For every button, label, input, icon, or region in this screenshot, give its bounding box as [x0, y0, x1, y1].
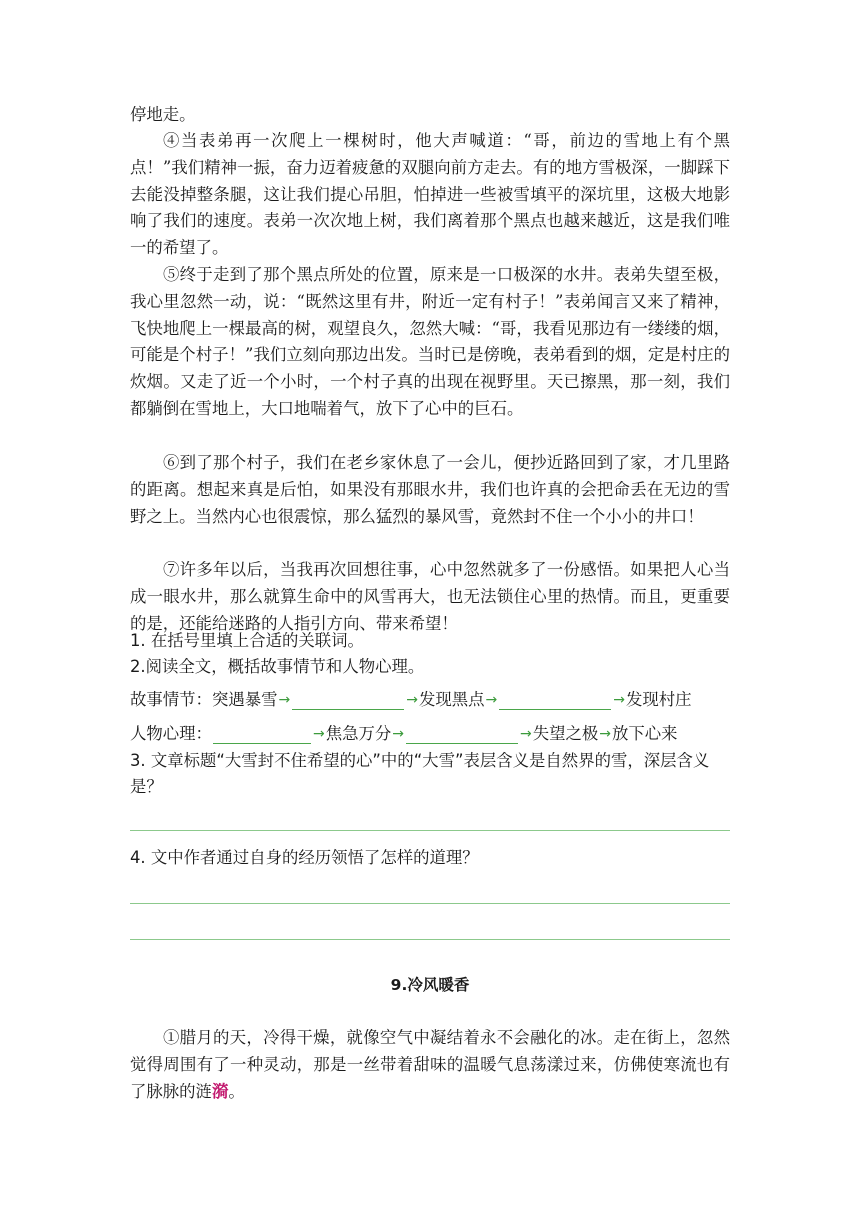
plot-label: 故事情节： [130, 690, 212, 709]
plot-blank-2[interactable] [499, 691, 611, 710]
paragraph-6: ⑥到了那个村子，我们在老乡家休息了一会儿，便抄近路回到了家，才几里路的距离。想起来真是后怕，如果没有那眼水井，我们也许真的会把命丢在无边的雪野之上。当然内心也很震惊，那么猛烈的暴风雪，竟然封不住一个小小的井口！ [130, 453, 730, 526]
paragraph-7: ⑦许多年以后，当我再次回想往事，心中忽然就多了一份感悟。如果把人心当成一眼水井，那么就算生命中的风雪再大，也无法锁住心里的热情。而且，更重要的是，还能给迷路的人指引方向、带来希望！ [130, 560, 730, 633]
plot-flow [130, 687, 750, 713]
arrow-icon: → [519, 726, 532, 742]
arrow-icon: → [278, 692, 291, 708]
plot-step-3: 发现村庄 [626, 690, 692, 709]
answer-line[interactable] [130, 830, 730, 831]
mood-step-3: 放下心来 [612, 724, 678, 743]
paragraph-end: 。 [228, 1081, 245, 1101]
paragraph-text: ①腊月的天，冷得干燥，就像空气中凝结着永不会融化的冰。走在街上，忽然觉得周围有了一种灵动，那是一丝带着甜味的温暖气息荡漾过来，仿佛使寒流也有了脉脉的涟 [130, 1028, 730, 1101]
paragraph-continued: 停地走。 [130, 105, 196, 124]
mood-flow [130, 721, 750, 747]
mood-step-2: 失望之极 [532, 724, 599, 743]
arrow-icon: → [312, 726, 325, 742]
paragraph-next-1 [130, 1025, 730, 1105]
mood-label: 人物心理： [130, 724, 212, 743]
arrow-icon: → [392, 726, 404, 742]
answer-line[interactable] [130, 939, 730, 940]
mood-step-1: 焦急万分 [325, 724, 392, 743]
question-3: 3. 文章标题“大雪封不住希望的心”中的“大雪”表层含义是自然界的雪，深层含义是？ [130, 751, 710, 796]
answer-line[interactable] [130, 903, 730, 904]
plot-blank-1[interactable] [292, 691, 404, 710]
arrow-icon: → [613, 692, 626, 708]
plot-step-2: 发现黑点 [418, 690, 485, 709]
arrow-icon: → [599, 726, 612, 742]
plot-step-1: 突遇暴雪 [211, 690, 278, 709]
highlighted-character: 漪 [211, 1081, 229, 1101]
paragraph-5: ⑤终于走到了那个黑点所处的位置，原来是一口极深的水井。表弟失望至极，我心里忽然一动，说：“既然这里有井，附近一定有村子！”表弟闻言又来了精神，飞快地爬上一棵最高的树，观望良久，忽然大喊：“哥，我看见那边有一缕缕的烟，可能是个村子！”我们立刻向那边出发。当时已是傍晚，表弟看到的烟，定是村庄的炊烟。又走了近一个小时，一个村子真的出现在视野里。天已擦黑，那一刻，我们都躺倒在雪地上，大口地喘着气，放下了心中的巨石。 [130, 265, 730, 418]
mood-blank-1[interactable] [213, 725, 311, 744]
question-4: 4. 文中作者通过自身的经历领悟了怎样的道理？ [130, 848, 479, 867]
question-1: 1. 在括号里填上合适的关联词。 [130, 631, 364, 650]
arrow-icon: → [485, 692, 498, 708]
mood-blank-2[interactable] [406, 725, 518, 744]
paragraph-4: ④当表弟再一次爬上一棵树时，他大声喊道：“哥，前边的雪地上有个黑点！”我们精神一振，奋力迈着疲惫的双腿向前方走去。有的地方雪极深，一脚踩下去能没掉整条腿，这让我们提心吊胆，怕掉进一些被雪填平的深坑里，这极大地影响了我们的速度。表弟一次次地上树，我们离着那个黑点也越来越近，这是我们唯一的希望了。 [130, 131, 730, 258]
section-title: 9.冷风暖香 [390, 976, 470, 994]
question-2: 2.阅读全文，概括故事情节和人物心理。 [130, 657, 425, 676]
arrow-icon: → [406, 692, 418, 708]
